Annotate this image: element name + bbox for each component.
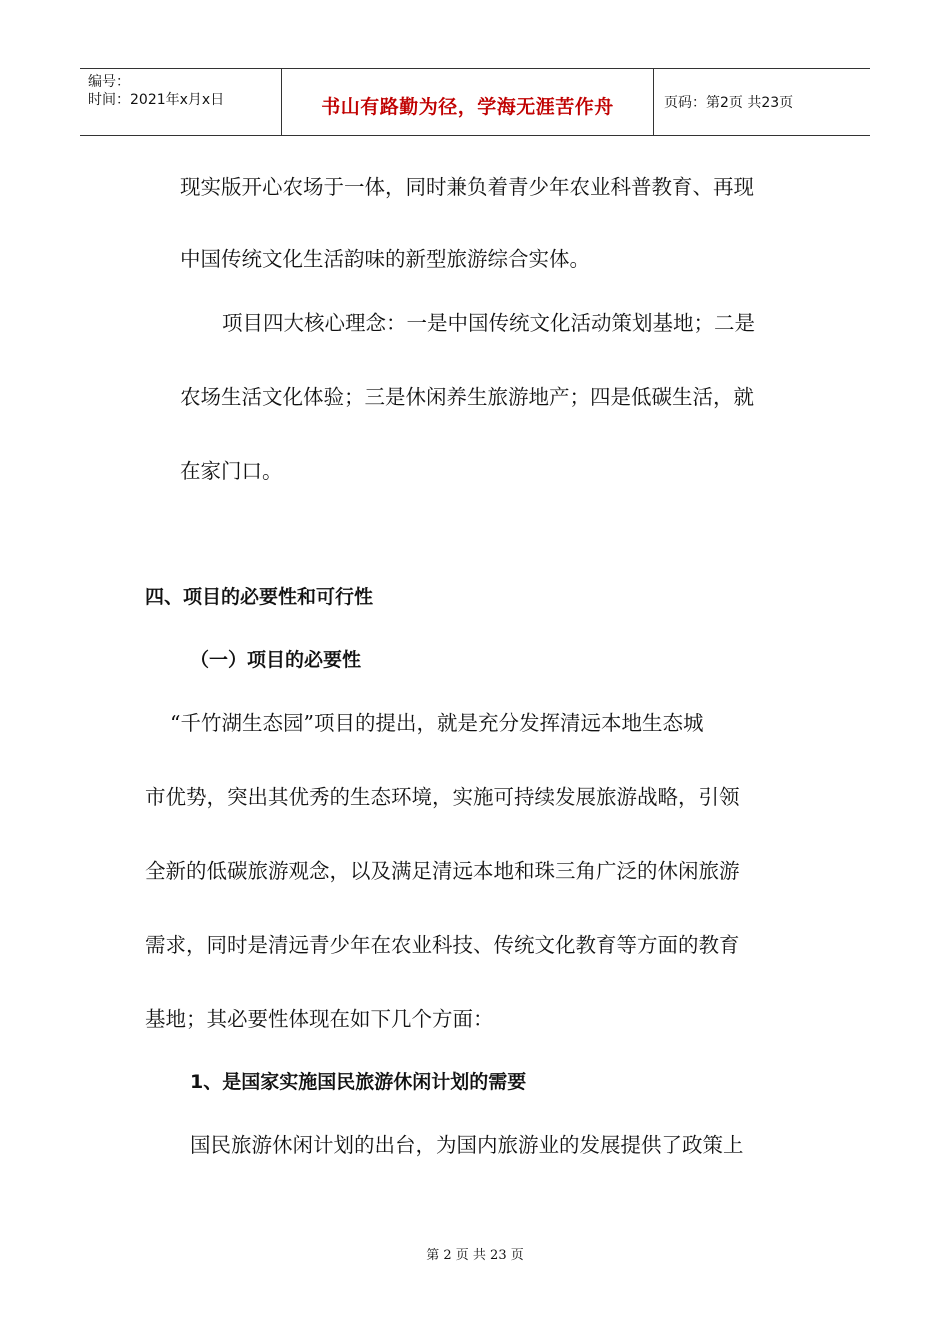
header-meta bbox=[80, 69, 282, 135]
paragraph-line: 全新的低碳旅游观念，以及满足清远本地和珠三角广泛的休闲旅游 bbox=[145, 859, 740, 883]
paragraph-line: “千竹湖生态园”项目的提出，就是充分发挥清远本地生态城 bbox=[170, 711, 704, 735]
body-line: 在家门口。 bbox=[180, 459, 283, 483]
header-page-info: 页码：第2页 共23页 bbox=[664, 95, 794, 111]
paragraph-line: 市优势，突出其优秀的生态环境，实施可持续发展旅游战略，引领 bbox=[145, 785, 740, 809]
paragraph-line: 国民旅游休闲计划的出台，为国内旅游业的发展提供了政策上 bbox=[190, 1133, 744, 1157]
body-line: 项目四大核心理念：一是中国传统文化活动策划基地；二是 bbox=[222, 311, 755, 335]
sub-heading: （一）项目的必要性 bbox=[190, 649, 362, 671]
point-heading: 1、是国家实施国民旅游休闲计划的需要 bbox=[190, 1071, 527, 1093]
page-header bbox=[80, 68, 870, 136]
paragraph-line: 需求，同时是清远青少年在农业科技、传统文化教育等方面的教育 bbox=[145, 933, 740, 957]
document-number-label: 编号： bbox=[88, 74, 130, 90]
body-line: 农场生活文化体验；三是休闲养生旅游地产；四是低碳生活，就 bbox=[180, 385, 754, 409]
body-line: 现实版开心农场于一体，同时兼负着青少年农业科普教育、再现 bbox=[180, 175, 754, 199]
paragraph-line: 基地；其必要性体现在如下几个方面： bbox=[145, 1007, 494, 1031]
page-footer: 第 2 页 共 23 页 bbox=[426, 1248, 524, 1263]
header-motto-cell bbox=[282, 69, 654, 135]
document-date: 时间：2021年x月x日 bbox=[88, 92, 225, 108]
header-page-info-cell bbox=[654, 69, 870, 135]
section-heading: 四、项目的必要性和可行性 bbox=[145, 586, 374, 608]
body-line: 中国传统文化生活韵味的新型旅游综合实体。 bbox=[180, 247, 590, 271]
header-motto: 书山有路勤为径，学海无涯苦作舟 bbox=[321, 95, 614, 118]
